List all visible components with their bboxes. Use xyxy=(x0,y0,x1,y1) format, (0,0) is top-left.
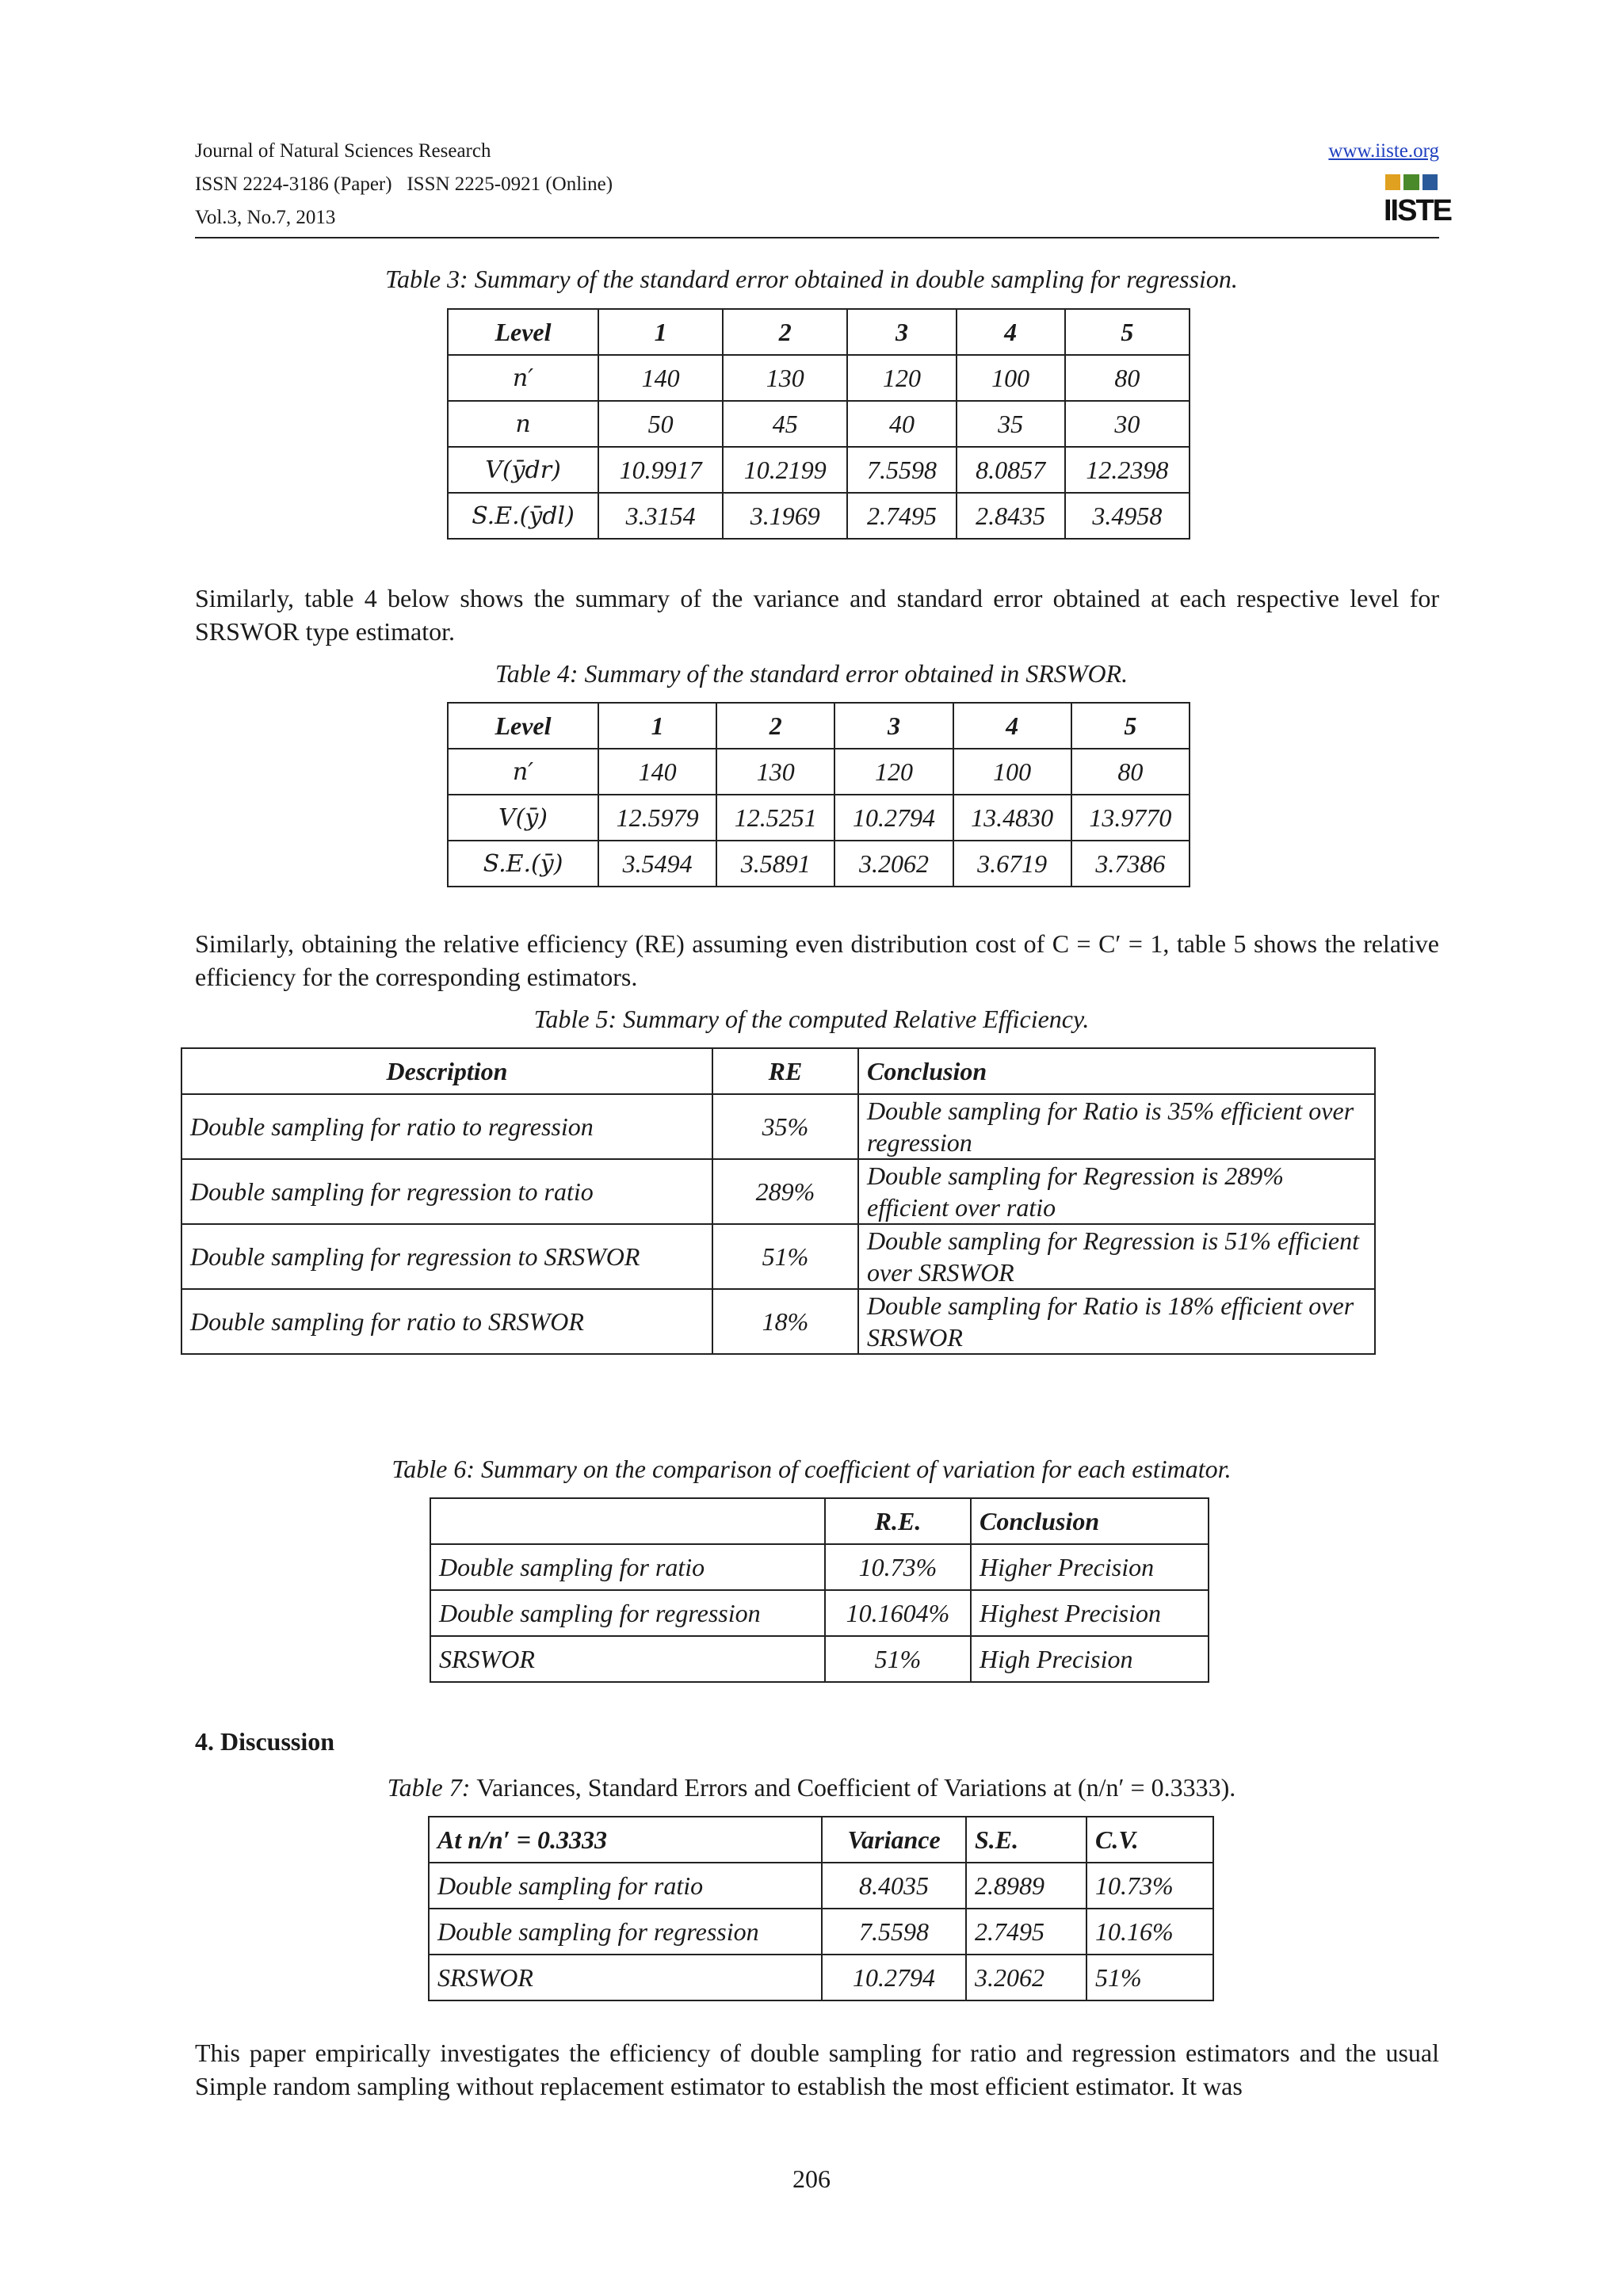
table5-re: 18% xyxy=(712,1289,858,1354)
table5-conclusion: Double sampling for Ratio is 18% efficient over SRSWOR xyxy=(858,1289,1375,1354)
table6-re: 51% xyxy=(825,1636,971,1682)
table7-name: SRSWOR xyxy=(429,1955,822,2000)
table7-variance: 7.5598 xyxy=(822,1909,966,1955)
table7-variance: 8.4035 xyxy=(822,1863,966,1909)
table4-caption: Table 4: Summary of the standard error obtained in SRSWOR. xyxy=(495,659,1128,688)
table-cell: 13.9770 xyxy=(1071,795,1190,841)
table-row xyxy=(429,1863,1213,1909)
table-row xyxy=(181,1159,1375,1224)
section-heading: 4. Discussion xyxy=(195,1727,335,1756)
journal-header xyxy=(195,135,613,235)
table-row xyxy=(181,1094,1375,1159)
table4-header-cell: 1 xyxy=(598,703,716,749)
table-row xyxy=(448,401,1190,447)
table-cell: 3.2062 xyxy=(834,841,953,887)
table4-row-label: S.E.(ȳ) xyxy=(448,841,598,887)
table-cell: 13.4830 xyxy=(953,795,1071,841)
table-cell: 3.5494 xyxy=(598,841,716,887)
table-row xyxy=(448,841,1190,887)
table-cell: 120 xyxy=(847,355,956,401)
table-cell: 140 xyxy=(598,355,723,401)
table-cell: 130 xyxy=(723,355,847,401)
paragraph-1: Similarly, table 4 below shows the summary of the variance and standard error obtained at each respective level for SRSWOR type estimator. xyxy=(195,584,1439,646)
table5-conclusion: Double sampling for Regression is 51% efficient over SRSWOR xyxy=(858,1224,1375,1289)
table-row xyxy=(448,795,1190,841)
table7-caption xyxy=(0,1773,1623,1802)
table4-header-cell: 4 xyxy=(953,703,1071,749)
table-cell: 30 xyxy=(1065,401,1190,447)
table3-header-cell: 2 xyxy=(723,309,847,355)
table-row xyxy=(429,1955,1213,2000)
table7-header-cell: At n/n′ = 0.3333 xyxy=(429,1817,822,1863)
table6-name: SRSWOR xyxy=(430,1636,825,1682)
table-cell: 45 xyxy=(723,401,847,447)
table-cell: 2.8435 xyxy=(957,493,1065,539)
table-row xyxy=(448,493,1190,539)
table3-header-cell: Level xyxy=(448,309,598,355)
table-cell: 10.2794 xyxy=(834,795,953,841)
iiste-logo xyxy=(1384,174,1452,231)
header-rule xyxy=(195,237,1439,238)
table4-row-label: V(ȳ) xyxy=(448,795,598,841)
table5-description: Double sampling for regression to SRSWOR xyxy=(181,1224,712,1289)
table5-header-row xyxy=(181,1048,1375,1094)
table-cell: 3.1969 xyxy=(723,493,847,539)
table6-conclusion: Higher Precision xyxy=(971,1544,1209,1590)
paragraph-3: This paper empirically investigates the efficiency of double sampling for ratio and regression estimators and the usual Simple random sampling without replacement estimator to establish the most efficient estimator. It was xyxy=(195,2039,1439,2100)
table3-row-label: S.E.(ȳdl) xyxy=(448,493,598,539)
table6-header-row xyxy=(430,1498,1209,1544)
table3-row-label: n xyxy=(448,401,598,447)
table4-header-row xyxy=(448,703,1190,749)
table7-se: 3.2062 xyxy=(966,1955,1086,2000)
table-row xyxy=(181,1224,1375,1289)
table-cell: 7.5598 xyxy=(847,447,956,493)
page-number: 206 xyxy=(792,2164,831,2193)
table-cell: 10.9917 xyxy=(598,447,723,493)
journal-volume: Vol.3, No.7, 2013 xyxy=(195,207,336,228)
table3-header-cell: 5 xyxy=(1065,309,1190,355)
table-row xyxy=(448,447,1190,493)
table-cell: 12.5979 xyxy=(598,795,716,841)
table6 xyxy=(430,1497,1209,1683)
table7 xyxy=(428,1816,1214,2001)
table-cell: 3.3154 xyxy=(598,493,723,539)
table3-header-cell: 4 xyxy=(957,309,1065,355)
table3-row-label: V(ȳdr) xyxy=(448,447,598,493)
table4-header-cell: 3 xyxy=(834,703,953,749)
table6-caption: Table 6: Summary on the comparison of coefficient of variation for each estimator. xyxy=(391,1455,1232,1483)
table7-se: 2.8989 xyxy=(966,1863,1086,1909)
table-cell: 8.0857 xyxy=(957,447,1065,493)
table7-header-cell: C.V. xyxy=(1086,1817,1213,1863)
table7-variance: 10.2794 xyxy=(822,1955,966,2000)
table-cell: 12.2398 xyxy=(1065,447,1190,493)
table5-header-cell: Conclusion xyxy=(858,1048,1375,1094)
table6-header-cell: R.E. xyxy=(825,1498,971,1544)
table-row xyxy=(430,1590,1209,1636)
table3-header-row xyxy=(448,309,1190,355)
table4-header-cell: 2 xyxy=(716,703,834,749)
table-cell: 80 xyxy=(1071,749,1190,795)
table-row xyxy=(429,1909,1213,1955)
table6-name: Double sampling for regression xyxy=(430,1590,825,1636)
table7-se: 2.7495 xyxy=(966,1909,1086,1955)
table4-header-cell: Level xyxy=(448,703,598,749)
table-cell: 3.5891 xyxy=(716,841,834,887)
table6-conclusion: High Precision xyxy=(971,1636,1209,1682)
table-cell: 2.7495 xyxy=(847,493,956,539)
table5-re: 35% xyxy=(712,1094,858,1159)
table5-header-cell: Description xyxy=(181,1048,712,1094)
table5-re: 289% xyxy=(712,1159,858,1224)
table7-caption-text: Variances, Standard Errors and Coefficient of Variations at (n/n′ = 0.3333). xyxy=(476,1773,1236,1802)
table3-header-cell: 1 xyxy=(598,309,723,355)
table-cell: 120 xyxy=(834,749,953,795)
table7-name: Double sampling for regression xyxy=(429,1909,822,1955)
table3-header-cell: 3 xyxy=(847,309,956,355)
table-cell: 35 xyxy=(957,401,1065,447)
table-row xyxy=(448,355,1190,401)
journal-name: Journal of Natural Sciences Research xyxy=(195,140,491,162)
table-cell: 100 xyxy=(953,749,1071,795)
table-cell: 40 xyxy=(847,401,956,447)
table7-header-cell: Variance xyxy=(822,1817,966,1863)
table-cell: 130 xyxy=(716,749,834,795)
table7-cv: 10.16% xyxy=(1086,1909,1213,1955)
table5 xyxy=(181,1047,1376,1355)
table6-re: 10.73% xyxy=(825,1544,971,1590)
table-cell: 3.6719 xyxy=(953,841,1071,887)
journal-issn: ISSN 2224-3186 (Paper) ISSN 2225-0921 (Online) xyxy=(195,174,613,195)
table6-conclusion: Highest Precision xyxy=(971,1590,1209,1636)
table-cell: 140 xyxy=(598,749,716,795)
table5-conclusion: Double sampling for Regression is 289% efficient over ratio xyxy=(858,1159,1375,1224)
table7-header-row xyxy=(429,1817,1213,1863)
table6-re: 10.1604% xyxy=(825,1590,971,1636)
table-cell: 50 xyxy=(598,401,723,447)
logo-text: IISTE xyxy=(1384,194,1452,227)
table6-header-cell xyxy=(430,1498,825,1544)
table-cell: 3.7386 xyxy=(1071,841,1190,887)
table7-cv: 51% xyxy=(1086,1955,1213,2000)
table4-row-label: n′ xyxy=(448,749,598,795)
website-link[interactable]: www.iiste.org xyxy=(1328,140,1439,162)
table4-header-cell: 5 xyxy=(1071,703,1190,749)
table7-caption-prefix: Table 7: xyxy=(387,1773,471,1802)
table7-name: Double sampling for ratio xyxy=(429,1863,822,1909)
paragraph-2: Similarly, obtaining the relative efficiency (RE) assuming even distribution cost of C = C′ = 1, table 5 shows the relative efficiency for the corresponding estimators. xyxy=(195,929,1439,991)
table5-header-cell: RE xyxy=(712,1048,858,1094)
table6-name: Double sampling for ratio xyxy=(430,1544,825,1590)
table-cell: 80 xyxy=(1065,355,1190,401)
table5-description: Double sampling for regression to ratio xyxy=(181,1159,712,1224)
table5-caption: Table 5: Summary of the computed Relative Efficiency. xyxy=(533,1005,1090,1033)
table5-conclusion: Double sampling for Ratio is 35% efficient over regression xyxy=(858,1094,1375,1159)
table4 xyxy=(447,702,1190,887)
table5-re: 51% xyxy=(712,1224,858,1289)
table7-header-cell: S.E. xyxy=(966,1817,1086,1863)
table-row xyxy=(430,1636,1209,1682)
table3 xyxy=(447,308,1190,540)
table3-row-label: n′ xyxy=(448,355,598,401)
table5-description: Double sampling for ratio to SRSWOR xyxy=(181,1289,712,1354)
table-cell: 100 xyxy=(957,355,1065,401)
table-cell: 3.4958 xyxy=(1065,493,1190,539)
table-row xyxy=(448,749,1190,795)
header-right xyxy=(1328,135,1452,242)
table-row xyxy=(181,1289,1375,1354)
table5-description: Double sampling for ratio to regression xyxy=(181,1094,712,1159)
table-row xyxy=(430,1544,1209,1590)
table6-header-cell: Conclusion xyxy=(971,1498,1209,1544)
table-cell: 12.5251 xyxy=(716,795,834,841)
table-cell: 10.2199 xyxy=(723,447,847,493)
table7-cv: 10.73% xyxy=(1086,1863,1213,1909)
table3-caption: Table 3: Summary of the standard error obtained in double sampling for regression. xyxy=(385,265,1238,293)
